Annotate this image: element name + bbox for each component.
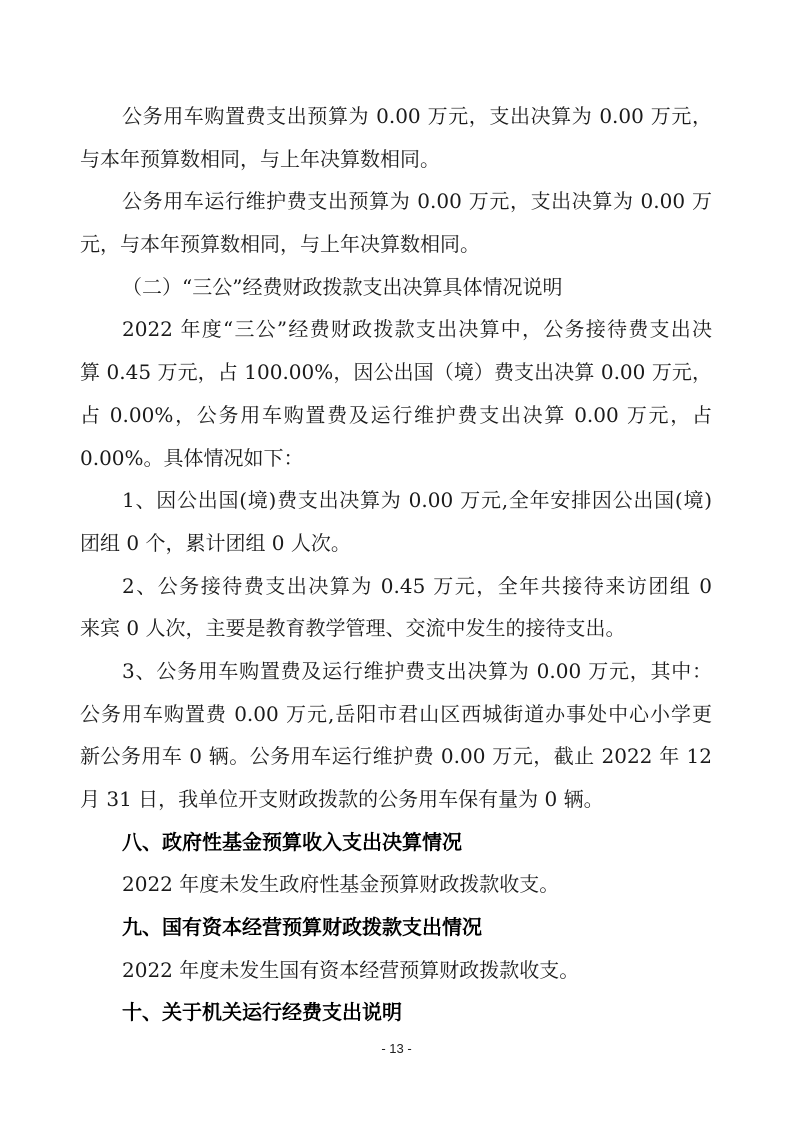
- body-line: 1、因公出国(境)费支出决算为 0.00 万元,全年安排因公出国(境): [122, 488, 712, 513]
- section-heading: 十、关于机关运行经费支出说明: [122, 1000, 402, 1025]
- body-line: 公务用车购置费 0.00 万元,岳阳市君山区西城街道办事处中心小学更: [80, 701, 712, 726]
- body-line: 占 0.00%，公务用车购置费及运行维护费支出决算 0.00 万元，占: [80, 402, 712, 427]
- body-line: 公务用车购置费支出预算为 0.00 万元，支出决算为 0.00 万元，: [122, 104, 712, 128]
- body-line: 元，与本年预算数相同，与上年决算数相同。: [80, 232, 480, 257]
- body-line: 算 0.45 万元，占 100.00%，因公出国（境）费支出决算 0.00 万元，: [80, 360, 712, 385]
- body-line: 2022 年度未发生国有资本经营预算财政拨款收支。: [122, 957, 580, 982]
- body-line: 2022 年度未发生政府性基金预算财政拨款收支。: [122, 872, 560, 897]
- body-line: 2022 年度“三公”经费财政拨款支出决算中，公务接待费支出决: [122, 317, 712, 342]
- body-line: 2、公务接待费支出决算为 0.45 万元，全年共接待来访团组 0: [122, 573, 712, 598]
- body-line: 团组 0 个，累计团组 0 人次。: [80, 530, 351, 555]
- page-number: - 13 -: [381, 1041, 412, 1056]
- body-line: 月 31 日，我单位开支财政拨款的公务用车保有量为 0 辆。: [80, 787, 604, 811]
- section-heading: 八、政府性基金预算收入支出决算情况: [122, 829, 462, 854]
- document-body: [80, 95, 712, 1034]
- body-line: 3、公务用车购置费及运行维护费支出决算为 0.00 万元，其中：: [122, 658, 712, 683]
- body-line: 0.00%。具体情况如下：: [80, 445, 304, 470]
- body-line: 新公务用车 0 辆。公务用车运行维护费 0.00 万元，截止 2022 年 12: [80, 744, 712, 769]
- body-line: 来宾 0 人次，主要是教育教学管理、交流中发生的接待支出。: [80, 616, 626, 641]
- body-line: 与本年预算数相同，与上年决算数相同。: [80, 146, 440, 171]
- section-heading: 九、国有资本经营预算财政拨款支出情况: [122, 915, 482, 940]
- subsection-title: （二）“三公”经费财政拨款支出决算具体情况说明: [122, 274, 563, 299]
- body-line: 公务用车运行维护费支出预算为 0.00 万元，支出决算为 0.00 万: [122, 189, 712, 214]
